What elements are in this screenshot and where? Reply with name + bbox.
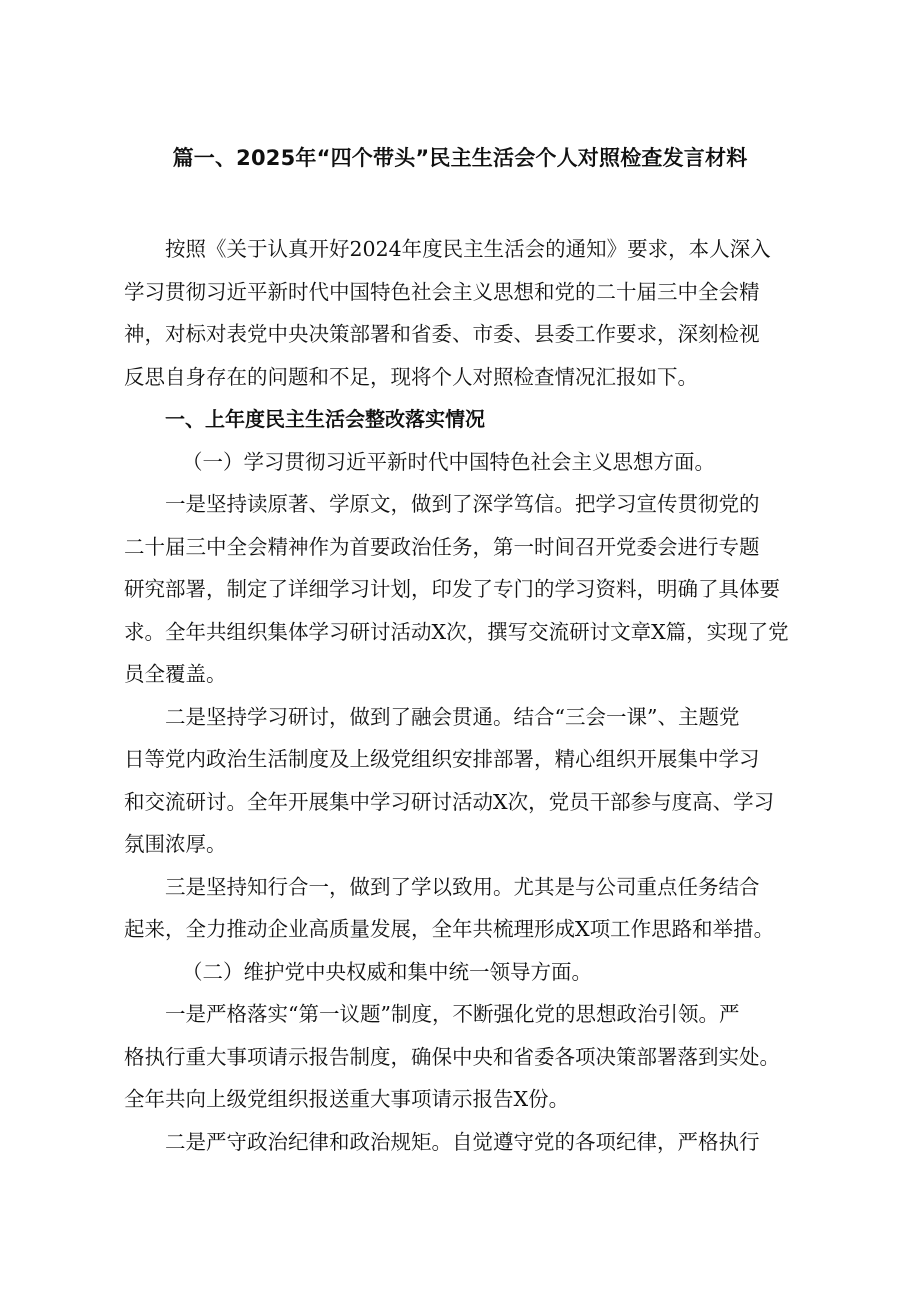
text-line: 一是严格落实“第一议题”制度，不断强化党的思想政治引领。严 bbox=[165, 1002, 740, 1026]
text-line: 二十届三中全会精神作为首要政治任务，第一时间召开党委会进行专题 bbox=[124, 534, 760, 559]
text-line: 二是严守政治纪律和政治规矩。自觉遵守党的各项纪律，严格执行 bbox=[165, 1129, 760, 1154]
text-line: 员全覆盖。 bbox=[124, 662, 227, 686]
subsection-heading: （二）维护党中央权威和集中统一领导方面。 bbox=[182, 959, 592, 984]
document-title: 篇一、2025年“四个带头”民主生活会个人对照检查发言材料 bbox=[172, 146, 748, 170]
section-heading: 一、上年度民主生活会整改落实情况 bbox=[165, 407, 485, 431]
text-line: 起来，全力推动企业高质量发展，全年共梳理形成X项工作思路和举措。 bbox=[124, 917, 775, 941]
subsection-heading: （一）学习贯彻习近平新时代中国特色社会主义思想方面。 bbox=[182, 449, 715, 474]
text-line: 二是坚持学习研讨，做到了融会贯通。结合“三会一课”、主题党 bbox=[165, 704, 740, 729]
text-line: 学习贯彻习近平新时代中国特色社会主义思想和党的二十届三中全会精 bbox=[124, 279, 760, 304]
text-line: 反思自身存在的问题和不足，现将个人对照检查情况汇报如下。 bbox=[124, 364, 698, 389]
text-line: 全年共向上级党组织报送重大事项请示报告X份。 bbox=[124, 1087, 570, 1111]
text-line: 三是坚持知行合一，做到了学以致用。尤其是与公司重点任务结合 bbox=[165, 874, 760, 899]
text-line: 研究部署，制定了详细学习计划，印发了专门的学习资料，明确了具体要 bbox=[124, 577, 780, 601]
text-line: 氛围浓厚。 bbox=[124, 832, 227, 856]
text-line: 日等党内政治生活制度及上级党组织安排部署，精心组织开展集中学习 bbox=[124, 747, 760, 771]
text-line: 和交流研讨。全年开展集中学习研讨活动X次，党员干部参与度高、学习 bbox=[124, 789, 775, 814]
text-line: 一是坚持读原著、学原文，做到了深学笃信。把学习宣传贯彻党的 bbox=[165, 492, 760, 516]
text-line: 格执行重大事项请示报告制度，确保中央和省委各项决策部署落到实处。 bbox=[124, 1044, 780, 1069]
document-body bbox=[124, 228, 838, 1163]
text-line: 求。全年共组织集体学习研讨活动X次，撰写交流研讨文章X篇，实现了党 bbox=[124, 619, 789, 644]
text-line: 神，对标对表党中央决策部署和省委、市委、县委工作要求，深刻检视 bbox=[124, 322, 760, 346]
text-line: 按照《关于认真开好2024年度民主生活会的通知》要求，本人深入 bbox=[165, 237, 771, 261]
